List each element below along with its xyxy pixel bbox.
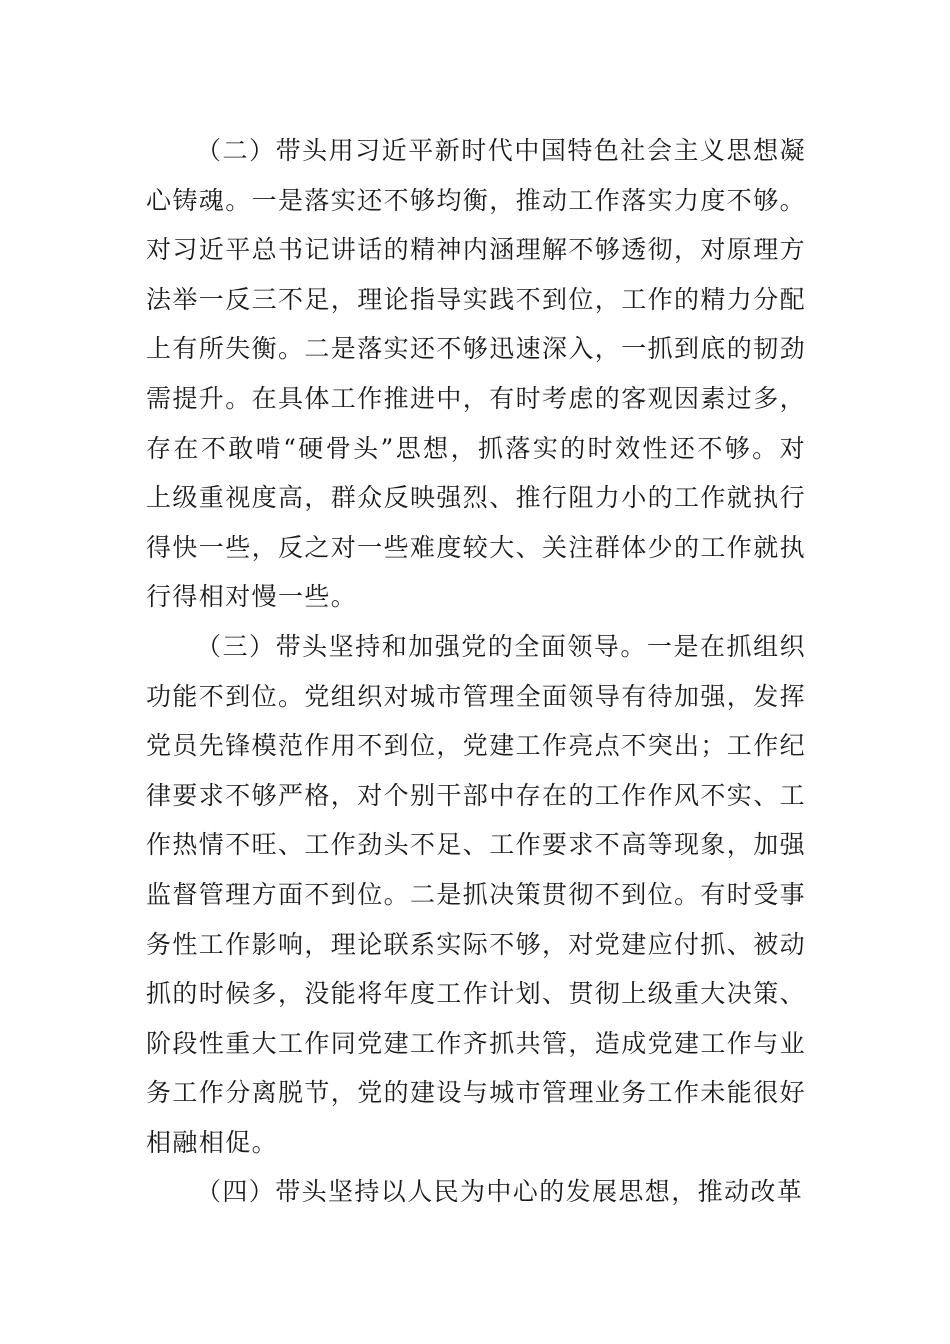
paragraph-section-2: （二）带头用习近平新时代中国特色社会主义思想凝心铸魂。一是落实还不够均衡，推动工作落实力度不够。对习近平总书记讲话的精神内涵理解不够透彻，对原理方法举一反三不足，理论指导实践不到位，工作的精力分配上有所失衡。二是落实还不够迅速深入，一抓到底的韧劲需提升。在具体工作推进中，有时考虑的客观因素过多，存在不敢啃“硬骨头”思想，抓落实的时效性还不够。对上级重视度高，群众反映强烈、推行阻力小的工作就执行得快一些，反之对一些难度较大、关注群体少的工作就执行得相对慢一些。 [146, 136, 807, 612]
document-body [146, 126, 806, 1217]
paragraph-section-3: （三）带头坚持和加强党的全面领导。一是在抓组织功能不到位。党组织对城市管理全面领导有待加强，发挥党员先锋模范作用不到位，党建工作亮点不突出；工作纪律要求不够严格，对个别干部中存在的工作作风不实、工作热情不旺、工作劲头不足、工作要求不高等现象，加强监督管理方面不到位。二是抓决策贯彻不到位。有时受事务性工作影响，理论联系实际不够，对党建应付抓、被动抓的时候多，没能将年度工作计划、贯彻上级重大决策、阶段性重大工作同党建工作齐抓共管，造成党建工作与业务工作分离脱节，党的建设与城市管理业务工作未能很好相融相促。 [146, 631, 807, 1157]
paragraph-section-4: （四）带头坚持以人民为中心的发展思想，推动改革 [196, 1177, 804, 1207]
